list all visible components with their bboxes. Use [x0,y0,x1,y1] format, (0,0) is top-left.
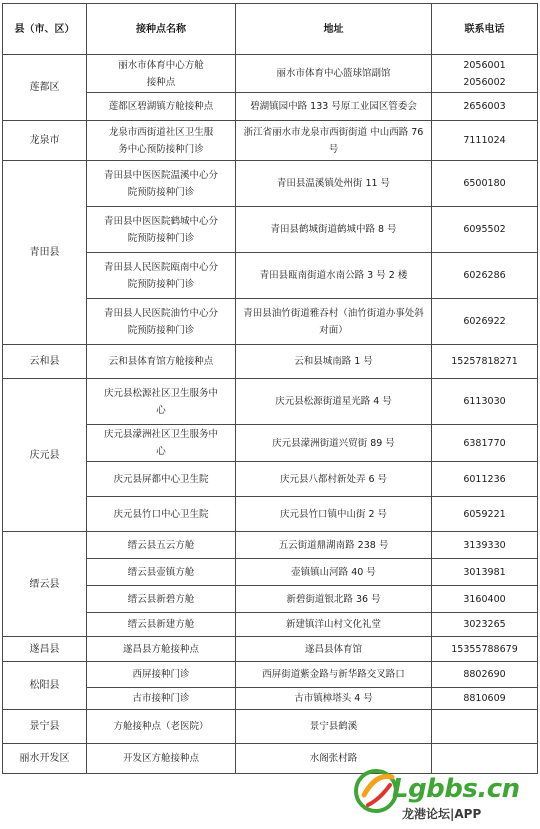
table-row [3,345,538,379]
vaccination-sites-table [2,3,538,774]
site-name-cell: 庆元县屏都中心卫生院 [87,462,236,497]
phone-cell: 6026922 [432,299,538,345]
site-name-cell: 青田县人民医院油竹中心分 院预防接种门诊 [87,299,236,345]
address-cell: 青田县鹤城街道鹤城中路 8 号 [236,207,432,253]
phone-cell: 3023265 [432,613,538,637]
table-row [3,161,538,207]
address-cell: 景宁县鹤溪 [236,710,432,744]
table-header-row [3,4,538,55]
phone-cell [432,710,538,744]
site-name-cell: 青田县中医医院鹤城中心分 院预防接种门诊 [87,207,236,253]
county-cell: 丽水开发区 [3,744,87,774]
table-row [3,55,538,93]
address-cell: 古市镇樟塔头 4 号 [236,688,432,710]
address-cell: 青田县油竹街道雅吞村（油竹街道办事处斜 对面） [236,299,432,345]
site-name-cell: 庆元县濛洲社区卫生服务中 心 [87,425,236,462]
phone-cell: 6095502 [432,207,538,253]
site-name-cell: 庆元县松源社区卫生服务中 心 [87,379,236,425]
site-name-cell: 丽水市体育中心方舱 接种点 [87,55,236,93]
site-name-cell: 莲都区碧湖镇方舱接种点 [87,93,236,121]
address-cell: 青田县瓯南街道水南公路 3 号 2 楼 [236,253,432,299]
site-name-cell: 缙云县新碧方舱 [87,586,236,613]
phone-cell: 8810609 [432,688,538,710]
county-cell: 青田县 [3,161,87,345]
phone-cell: 7111024 [432,121,538,161]
site-name-cell: 缙云县五云方舱 [87,532,236,559]
site-name-cell: 青田县中医医院温溪中心分 院预防接种门诊 [87,161,236,207]
phone-cell: 6011236 [432,462,538,497]
header-county: 县（市、区） [3,4,87,55]
header-address: 地址 [236,4,432,55]
phone-cell: 6026286 [432,253,538,299]
table-row [3,637,538,662]
site-name-cell: 开发区方舱接种点 [87,744,236,774]
address-cell: 新碧街道银北路 36 号 [236,586,432,613]
county-cell: 景宁县 [3,710,87,744]
phone-cell: 15355788679 [432,637,538,662]
phone-cell: 3160400 [432,586,538,613]
phone-cell: 3139330 [432,532,538,559]
site-name-cell: 缙云县新建方舱 [87,613,236,637]
address-cell: 西屏街道紫金路与新华路交叉路口 [236,662,432,688]
county-cell: 龙泉市 [3,121,87,161]
county-cell: 缙云县 [3,532,87,637]
table-row [3,379,538,425]
phone-cell: 15257818271 [432,345,538,379]
site-name-cell: 云和县体育馆方舱接种点 [87,345,236,379]
phone-cell: 2656003 [432,93,538,121]
phone-cell: 3013981 [432,559,538,586]
phone-cell: 8802690 [432,662,538,688]
address-cell: 水阁张村路 [236,744,432,774]
address-cell: 庆元县竹口镇中山街 2 号 [236,497,432,532]
phone-cell: 6113030 [432,379,538,425]
site-name-cell: 龙泉市西街道社区卫生服 务中心预防接种门诊 [87,121,236,161]
table-row [3,662,538,688]
site-name-cell: 遂昌县方舱接种点 [87,637,236,662]
address-cell: 壶镇镇山河路 40 号 [236,559,432,586]
header-phone: 联系电话 [432,4,538,55]
site-name-cell: 方舱接种点（老医院） [87,710,236,744]
header-site-name: 接种点名称 [87,4,236,55]
site-name-cell: 古市接种门诊 [87,688,236,710]
site-name-cell: 西屏接种门诊 [87,662,236,688]
address-cell: 云和县城南路 1 号 [236,345,432,379]
table-row [3,710,538,744]
address-cell: 青田县温溪镇处州街 11 号 [236,161,432,207]
address-cell: 碧湖镇园中路 133 号原工业园区管委会 [236,93,432,121]
county-cell: 遂昌县 [3,637,87,662]
site-name-cell: 缙云县壶镇方舱 [87,559,236,586]
table-row [3,532,538,559]
phone-cell: 2056001 2056002 [432,55,538,93]
address-cell: 浙江省丽水市龙泉市西街街道 中山西路 76 号 [236,121,432,161]
phone-cell: 6500180 [432,161,538,207]
address-cell: 庆元县八都村新处弄 6 号 [236,462,432,497]
watermark-sub-text: 龙港论坛|APP [402,807,482,821]
table-row [3,121,538,161]
county-cell: 松阳县 [3,662,87,710]
phone-cell: 6059221 [432,497,538,532]
county-cell: 庆元县 [3,379,87,532]
watermark-logo-text: Lgbbs.cn [392,774,520,804]
address-cell: 庆元县松源街道星光路 4 号 [236,379,432,425]
site-name-cell: 庆元县竹口中心卫生院 [87,497,236,532]
site-name-cell: 青田县人民医院瓯南中心分 院预防接种门诊 [87,253,236,299]
county-cell: 莲都区 [3,55,87,121]
county-cell: 云和县 [3,345,87,379]
address-cell: 新建镇洋山村文化礼堂 [236,613,432,637]
address-cell: 遂昌县体育馆 [236,637,432,662]
phone-cell: 6381770 [432,425,538,462]
address-cell: 庆元县濛洲街道兴贸街 89 号 [236,425,432,462]
address-cell: 五云街道鼎湖南路 238 号 [236,532,432,559]
address-cell: 丽水市体育中心篮球馆副馆 [236,55,432,93]
